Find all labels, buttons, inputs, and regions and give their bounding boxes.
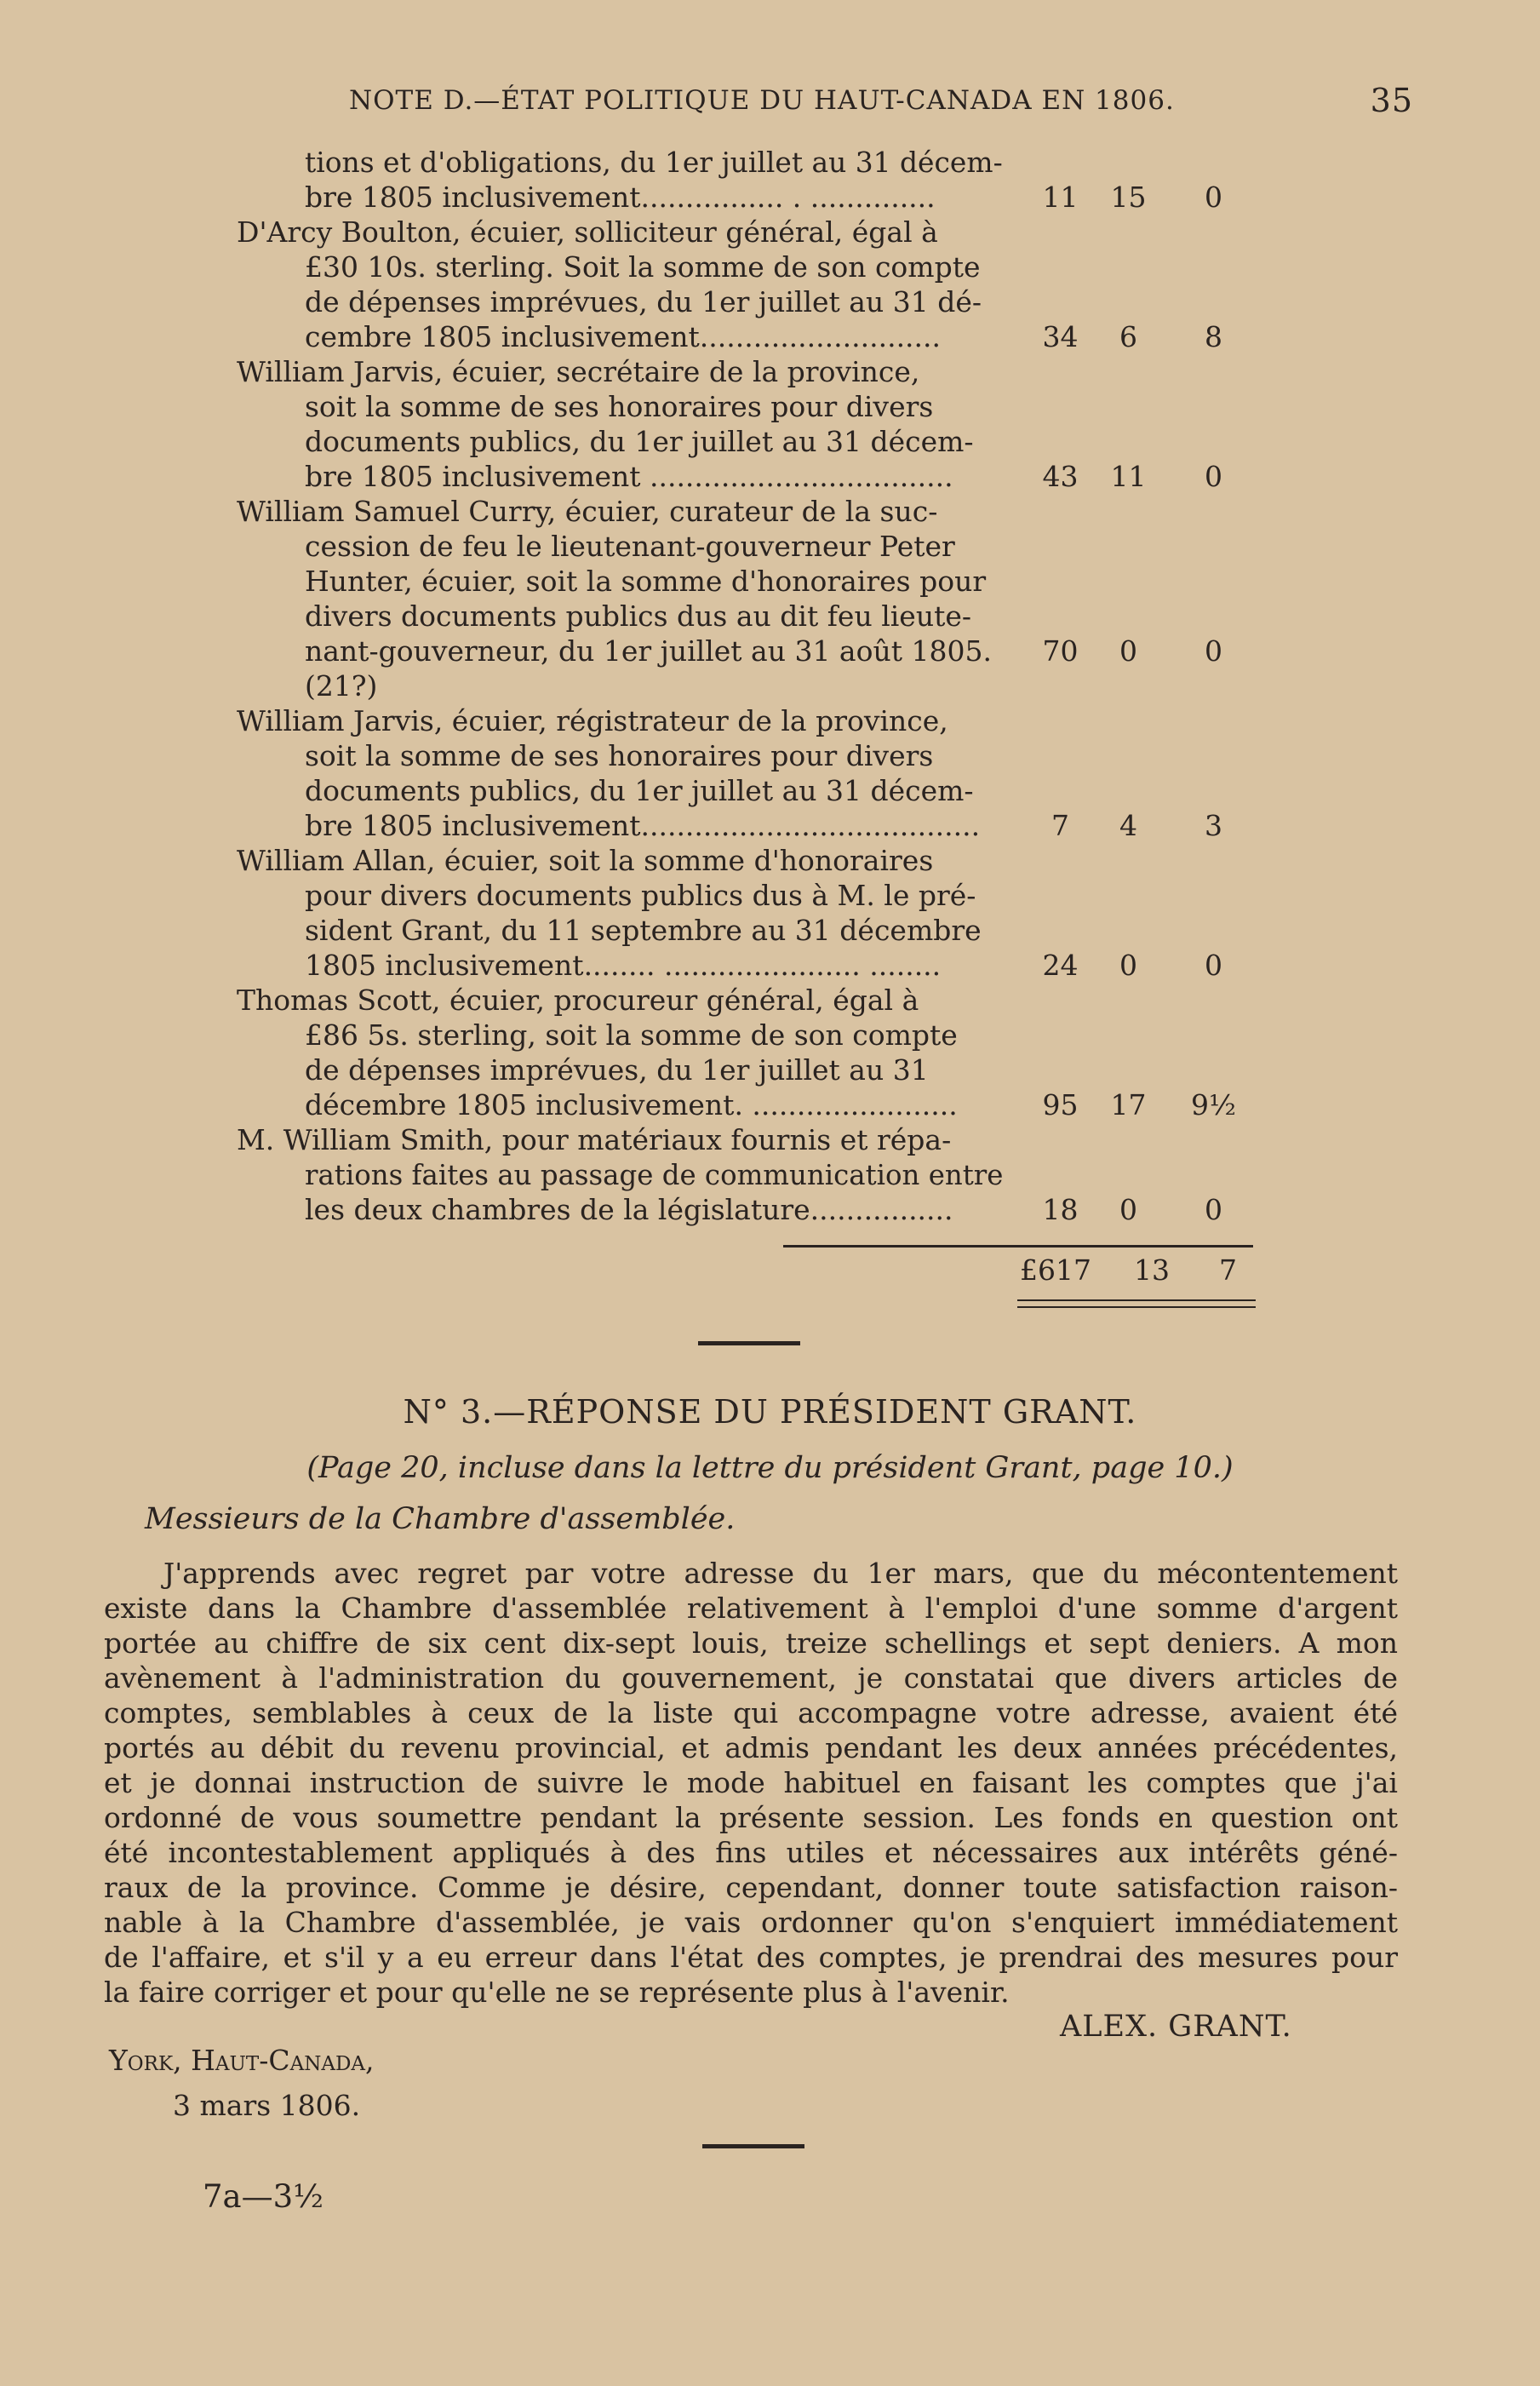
amount-shillings: 0 [1119, 1193, 1137, 1226]
amount-shillings: 17 [1110, 1088, 1147, 1121]
signature: ALEX. GRANT. [1060, 2010, 1292, 2044]
body-line: la faire corriger et pour qu'elle ne se représente plus à l'avenir. [104, 1976, 1010, 2009]
running-title: NOTE D.—ÉTAT POLITIQUE DU HAUT-CANADA EN 1806. [349, 85, 1175, 116]
amount-pounds: 95 [1042, 1088, 1079, 1121]
account-line [237, 1087, 1254, 1122]
account-text: William Allan, écuier, soit la somme d'honoraires [237, 844, 934, 877]
account-entry [237, 215, 1254, 354]
body-line: ordonné de vous soumettre pendant la présente session. Les fonds en question ont [104, 1801, 1398, 1834]
account-text: nant-gouverneur, du 1er juillet au 31 août 1805. [305, 634, 992, 668]
amount-shillings: 0 [1119, 949, 1137, 982]
total-double-rule-top [1017, 1299, 1256, 1301]
amount-pence: 0 [1205, 460, 1222, 493]
account-text: William Jarvis, écuier, régistrateur de la province, [237, 704, 948, 737]
body-line: et je donnai instruction de suivre le mode habituel en faisant les comptes que j'ai [104, 1766, 1398, 1799]
account-line [237, 1192, 1254, 1227]
amount-shillings: 15 [1110, 181, 1147, 214]
account-entry [237, 703, 1254, 843]
account-text: divers documents publics dus au dit feu lieute- [305, 599, 972, 633]
amount-pounds: 24 [1042, 949, 1079, 982]
total-rule [783, 1245, 1253, 1247]
account-text: de dépenses imprévues, du 1er juillet au 31 [305, 1053, 929, 1087]
account-text: de dépenses imprévues, du 1er juillet au 31 dé- [305, 285, 982, 318]
total-double-rule-bottom [1017, 1306, 1256, 1308]
account-line [237, 284, 1254, 319]
account-line [237, 599, 1254, 634]
account-line [237, 773, 1254, 808]
account-line [237, 1052, 1254, 1087]
account-text: rations faites au passage de communication entre [305, 1158, 1004, 1191]
total-pence: 7 [1219, 1253, 1237, 1287]
account-line [237, 1122, 1254, 1157]
amount-shillings: 6 [1119, 320, 1137, 353]
salutation: Messieurs de la Chambre d'assemblée. [145, 1502, 736, 1536]
account-line [237, 215, 1254, 249]
account-line [237, 459, 1254, 494]
body-line: portés au débit du revenu provincial, et admis pendant les deux années précédentes, [104, 1731, 1398, 1764]
amount-pence: 3 [1205, 809, 1222, 842]
account-text: cession de feu le lieutenant-gouverneur Peter [305, 530, 955, 563]
account-line [237, 180, 1254, 215]
amount-shillings: 11 [1110, 460, 1147, 493]
body-line: nable à la Chambre d'assemblée, je vais ordonner qu'on s'enquiert immédiatement [104, 1906, 1398, 1939]
account-text: les deux chambres de la législature................ [305, 1193, 953, 1226]
account-text: Thomas Scott, écuier, procureur général, égal à [237, 984, 919, 1017]
account-line [237, 249, 1254, 284]
amount-pounds: 11 [1042, 181, 1079, 214]
amount-pence: 9½ [1191, 1088, 1236, 1121]
account-text: D'Arcy Boulton, écuier, solliciteur général, égal à [237, 215, 938, 249]
account-line [237, 564, 1254, 599]
body-line: été incontestablement appliqués à des fins utiles et nécessaires aux intérêts géné- [104, 1836, 1398, 1869]
account-line [237, 389, 1254, 424]
account-entry [237, 843, 1254, 983]
account-line [237, 668, 1254, 703]
account-line [237, 878, 1254, 913]
amount-shillings: 0 [1119, 634, 1137, 668]
place: York, Haut-Canada, [109, 2044, 375, 2077]
account-text: M. William Smith, pour matériaux fournis et répa- [237, 1123, 952, 1156]
account-line [237, 983, 1254, 1018]
account-line [237, 913, 1254, 948]
account-line [237, 1018, 1254, 1052]
account-line [237, 948, 1254, 983]
body-line: existe dans la Chambre d'assemblée relativement à l'emploi d'une somme d'argent [104, 1592, 1398, 1625]
accounts-list [237, 145, 1254, 1227]
body-line: portée au chiffre de six cent dix-sept louis, treize schellings et sept deniers. A mon [104, 1626, 1398, 1660]
account-text: sident Grant, du 11 septembre au 31 décembre [305, 914, 982, 947]
account-text: tions et d'obligations, du 1er juillet au 31 décem- [305, 146, 1003, 179]
account-text: (21?) [305, 669, 378, 703]
amount-pence: 8 [1205, 320, 1222, 353]
account-text: pour divers documents publics dus à M. le pré- [305, 879, 976, 912]
account-line [237, 424, 1254, 459]
account-line [237, 354, 1254, 389]
account-text: cembre 1805 inclusivement........................... [305, 320, 942, 353]
body-line: raux de la province. Comme je désire, cependant, donner toute satisfaction raison- [104, 1871, 1398, 1904]
account-line [237, 319, 1254, 354]
amount-pounds: 18 [1042, 1193, 1079, 1226]
amount-pence: 0 [1205, 949, 1222, 982]
body-line: comptes, semblables à ceux de la liste qui accompagne votre adresse, avaient été [104, 1696, 1398, 1729]
account-line [237, 494, 1254, 529]
amount-pounds: 34 [1042, 320, 1079, 353]
section-subtitle: (Page 20, incluse dans la lettre du président Grant, page 10.) [306, 1451, 1234, 1485]
account-text: documents publics, du 1er juillet au 31 décem- [305, 425, 974, 458]
account-text: documents publics, du 1er juillet au 31 décem- [305, 774, 974, 807]
account-text: bre 1805 inclusivement .................................. [305, 460, 953, 493]
running-head [349, 82, 1413, 119]
total-row [783, 1253, 1253, 1294]
account-line [237, 1157, 1254, 1192]
account-line [237, 703, 1254, 738]
account-line [237, 529, 1254, 564]
account-text: soit la somme de ses honoraires pour divers [305, 739, 934, 772]
body-line: J'apprends avec regret par votre adresse du 1er mars, que du mécontentement [163, 1557, 1398, 1590]
account-text: £86 5s. sterling, soit la somme de son compte [305, 1018, 958, 1052]
signature-mark: 7a—3½ [203, 2178, 324, 2215]
body-line: de l'affaire, et s'il y a eu erreur dans l'état des comptes, je prendrai des mesures pour [104, 1941, 1398, 1974]
date: 3 mars 1806. [173, 2089, 361, 2122]
total-shillings: 13 [1134, 1253, 1170, 1287]
amount-pence: 0 [1205, 181, 1222, 214]
amount-pence: 0 [1205, 634, 1222, 668]
account-text: bre 1805 inclusivement...................................... [305, 809, 981, 842]
account-entry [237, 494, 1254, 703]
account-entry [237, 1122, 1254, 1227]
amount-pounds: 43 [1042, 460, 1079, 493]
account-line [237, 738, 1254, 773]
body-line: avènement à l'administration du gouvernement, je constatai que divers articles de [104, 1661, 1398, 1695]
account-line [237, 145, 1254, 180]
section-title: N° 3.—RÉPONSE DU PRÉSIDENT GRANT. [403, 1393, 1137, 1431]
end-divider [702, 2144, 804, 2148]
total-pounds: £617 [1020, 1253, 1091, 1287]
account-text: bre 1805 inclusivement................ . .............. [305, 181, 936, 214]
amount-pounds: 7 [1051, 809, 1069, 842]
account-line [237, 843, 1254, 878]
account-entry [237, 983, 1254, 1122]
account-text: soit la somme de ses honoraires pour divers [305, 390, 934, 423]
account-entry [237, 354, 1254, 494]
section-divider [698, 1341, 800, 1345]
account-text: 1805 inclusivement........ ...................... ........ [305, 949, 942, 982]
account-entry [237, 145, 1254, 215]
letter-body [104, 1556, 1398, 2010]
amount-shillings: 4 [1119, 809, 1137, 842]
amount-pounds: 70 [1042, 634, 1079, 668]
account-text: William Jarvis, écuier, secrétaire de la province, [237, 355, 920, 388]
account-text: William Samuel Curry, écuier, curateur de la suc- [237, 495, 938, 528]
account-line [237, 808, 1254, 843]
account-text: Hunter, écuier, soit la somme d'honoraires pour [305, 565, 987, 598]
page-number: 35 [1370, 82, 1413, 119]
amount-pence: 0 [1205, 1193, 1222, 1226]
account-text: £30 10s. sterling. Soit la somme de son compte [305, 250, 981, 284]
account-line [237, 634, 1254, 668]
account-text: décembre 1805 inclusivement. ....................... [305, 1088, 958, 1121]
